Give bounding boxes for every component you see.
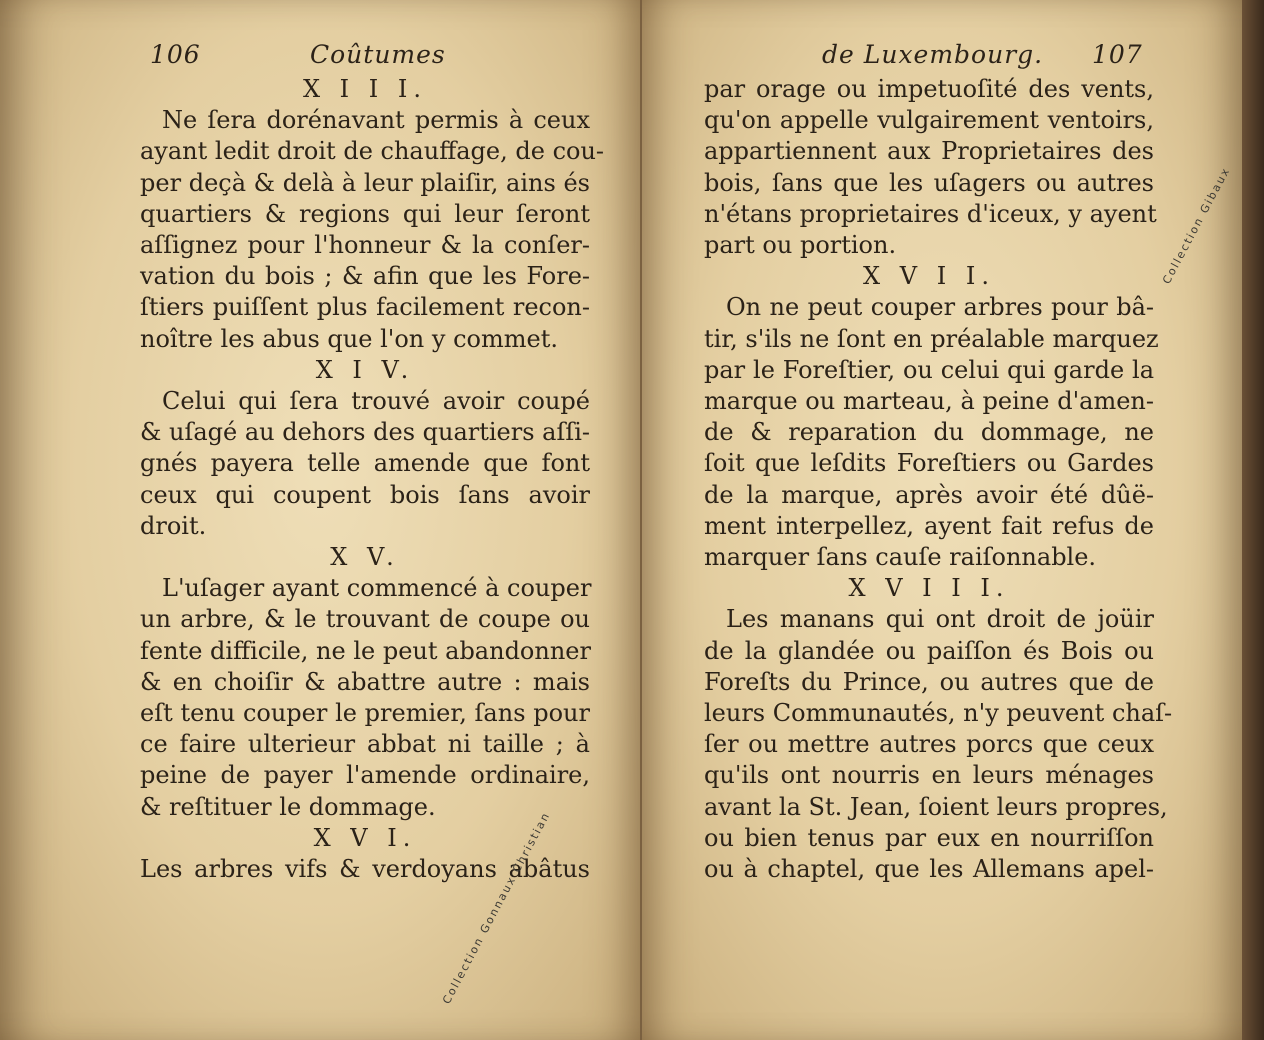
text-line: ce faire ulterieur abbat ni taille ; à	[140, 730, 590, 759]
right-running-head: de Luxembourg.	[822, 40, 1044, 69]
text-line: droit.	[140, 511, 207, 540]
text-line: un arbre, & le trouvant de coupe ou	[140, 605, 590, 634]
text-line: marque ou marteau, à peine d'amen-	[704, 387, 1154, 416]
text-line: On ne peut couper arbres pour bâ-	[726, 293, 1154, 322]
text-line: marquer ſans cauſe raiſonnable.	[704, 543, 1097, 572]
text-line: Les arbres vifs & verdoyans abâtus	[140, 855, 590, 884]
text-line: qu'on appelle vulgairement ventoirs,	[704, 106, 1154, 135]
article-heading: X I V.	[315, 355, 415, 384]
right-page-number: 107	[1092, 40, 1143, 69]
text-line: tir, s'ils ne ſont en préalable marquez	[704, 324, 1159, 353]
text-line: qu'ils ont nourris en leurs ménages	[704, 761, 1154, 790]
collection-stamp-gutter: Collection Gonnaux Christian	[440, 809, 553, 1007]
text-line: ſer ou mettre autres porcs que ceux	[704, 730, 1154, 759]
article-heading: X V.	[330, 543, 400, 572]
text-line: Ne ſera dorénavant permis à ceux	[162, 106, 590, 135]
text-line: ayant ledit droit de chauffage, de cou-	[140, 137, 605, 166]
text-line: Foreſts du Prince, ou autres que de	[704, 667, 1154, 696]
text-line: ceux qui coupent bois ſans avoir	[140, 480, 590, 509]
right-page-body	[704, 74, 1173, 885]
text-line: fente difficile, ne le peut abandonner	[140, 636, 591, 665]
article-heading: X V I I.	[863, 262, 995, 291]
text-line: appartiennent aux Proprietaires des	[704, 137, 1154, 166]
text-line: de la glandée ou paiſſon és Bois ou	[704, 636, 1154, 665]
text-line: Celui qui ſera trouvé avoir coupé	[162, 387, 590, 416]
left-running-head: Coûtumes	[310, 40, 446, 69]
left-page-number: 106	[150, 40, 201, 69]
text-line: part ou portion.	[704, 231, 897, 260]
text-line: Les manans qui ont droit de joüir	[726, 605, 1154, 634]
text-line: & reſtituer le dommage.	[140, 792, 436, 821]
text-line: avant la St. Jean, ſoient leurs propres,	[704, 792, 1168, 821]
right-page	[642, 0, 1242, 1040]
text-line: eſt tenu couper le premier, ſans pour	[140, 699, 590, 728]
text-line: par le Foreſtier, ou celui qui garde la	[704, 355, 1154, 384]
text-line: leurs Communautés, n'y peuvent chaſ-	[704, 699, 1173, 728]
article-heading: X V I.	[313, 823, 417, 852]
text-line: de la marque, après avoir été dûë-	[704, 480, 1154, 509]
text-line: ſoit que leſdits Foreſtiers ou Gardes	[704, 449, 1154, 478]
book-edge-right	[1242, 0, 1264, 1040]
collection-stamp-margin: Collection Gibaux	[1160, 164, 1233, 287]
text-line: ment interpellez, ayent fait refus de	[704, 511, 1154, 540]
article-heading: X V I I I.	[848, 574, 1010, 603]
text-line: ou à chaptel, que les Allemans apel-	[704, 855, 1154, 884]
text-line: n'étans proprietaires d'iceux, y ayent	[704, 199, 1157, 228]
text-line: & en choiſir & abattre autre : mais	[140, 667, 590, 696]
text-line: aſſignez pour l'honneur & la conſer-	[140, 231, 590, 260]
text-line: gnés payera telle amende que font	[140, 449, 590, 478]
left-page-body	[140, 74, 605, 885]
text-line: per deçà & delà à leur plaiſir, ains és	[140, 168, 590, 197]
text-line: ou bien tenus par eux en nourriſſon	[704, 823, 1154, 852]
text-line: vation du bois ; & afin que les Fore-	[140, 262, 590, 291]
text-line: noître les abus que l'on y commet.	[140, 324, 558, 353]
text-line: ſtiers puiſſent plus facilement recon-	[140, 293, 590, 322]
text-line: de & reparation du dommage, ne	[704, 418, 1154, 447]
text-line: quartiers & regions qui leur ſeront	[140, 199, 590, 228]
article-heading: X I I I.	[302, 75, 428, 103]
text-line: peine de payer l'amende ordinaire,	[140, 761, 590, 790]
text-line: par orage ou impetuoſité des vents,	[704, 75, 1154, 103]
text-line: & uſagé au dehors des quartiers aſſi-	[140, 418, 591, 447]
text-line: bois, ſans que les uſagers ou autres	[704, 168, 1154, 197]
text-line: L'uſager ayant commencé à couper	[162, 574, 592, 603]
